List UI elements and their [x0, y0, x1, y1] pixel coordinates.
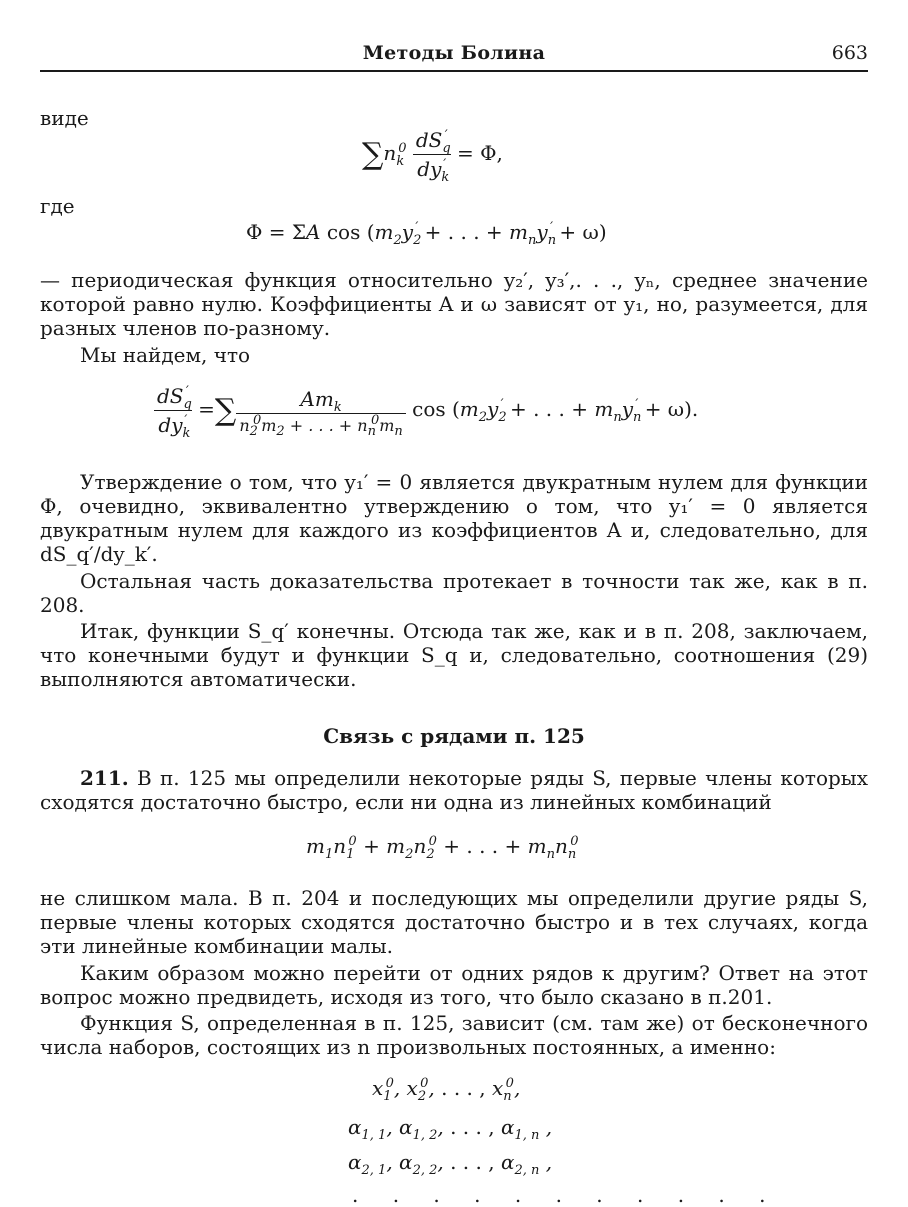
paragraph-5: Итак, функции S_q′ конечны. Отсюда так же, как и в п. 208, заключаем, что конечными будут и функции S_q и, следовательно, соотношения (29) выполняются автоматически. [40, 619, 868, 691]
page-number: 663 [831, 42, 868, 64]
word-vide: виде [40, 106, 89, 130]
paragraph-7: не слишком мала. В п. 204 и последующих мы определили другие ряды S, первые члены которых сходятся достаточно быстро и в тех случаях, когда эти линейные комбинации малы. [40, 886, 868, 958]
paragraph-1: — периодическая функция относительно y₂′, y₃′,. . ., yₙ, среднее значение которой равно нулю. Коэффициенты A и ω зависят от y₁, но, разумеется, для разных членов по-разному. [40, 268, 868, 340]
equation-1: $\sum n_k^0$ $\frac{dS_q'}{dy_k'}$ = Φ, [362, 128, 503, 185]
paragraph-3: Утверждение о том, что y₁′ = 0 является двукратным нулем для функции Φ, очевидно, эквивалентно утверждению о том, что y₁′ = 0 является двукратным нулем для каждого из коэффициентов A и, следовательно, для dS_q′/dy_k′. [40, 470, 868, 566]
equation-5: $x_1^0$, $x_2^0$, . . . , $x_n^0$, [372, 1076, 521, 1104]
running-header-title: Методы Болина [362, 42, 546, 64]
paragraph-6-text: В п. 125 мы определили некоторые ряды S, первые члены которых сходятся достаточно быстро, если ни одна из линейных комбинаций [40, 766, 868, 814]
equation-8-dots: . . . . . . . . . . . [352, 1183, 780, 1207]
paragraph-6 [40, 766, 868, 814]
paragraph-8: Каким образом можно перейти от одних рядов к другим? Ответ на этот вопрос можно предвидеть, исходя из того, что было сказано в п.201. [40, 961, 868, 1009]
word-gde: где [40, 194, 75, 218]
paragraph-9: Функция S, определенная в п. 125, зависит (см. там же) от бесконечного числа наборов, состоящих из n произвольных постоянных, а именно: [40, 1011, 868, 1059]
paragraph-2: Мы найдем, что [80, 343, 251, 367]
equation-4: $m_1n_1^0 + m_2n_2^0$ + . . . + $m_nn_n^0$ [306, 834, 579, 862]
paragraph-4: Остальная часть доказательства протекает в точности так же, как в п. 208. [40, 569, 868, 617]
equation-6: $\alpha_{1, 1}$, $\alpha_{1, 2}$, . . . , $\alpha_{1, n}$ , [348, 1115, 553, 1143]
equation-3: $\frac{dS_q'}{dy_k'}$ =∑ $\frac{Am_k}{n_2^0m_2 + . . . + n_n^0m_n}$ $\cos (m_2y_2'$ + . . . + $m_ny_n' + \omega$). [154, 384, 698, 437]
equation-7: $\alpha_{2, 1}$, $\alpha_{2, 2}$, . . . , $\alpha_{2, n}$ , [348, 1150, 553, 1178]
section-title: Связь с рядами п. 125 [323, 724, 585, 748]
equation-2: Φ = ΣA $\cos (m_2y_2'$ + . . . + $m_ny_n' + \omega$) [246, 220, 607, 248]
section-number: 211. [80, 766, 129, 790]
header-rule [40, 70, 868, 72]
